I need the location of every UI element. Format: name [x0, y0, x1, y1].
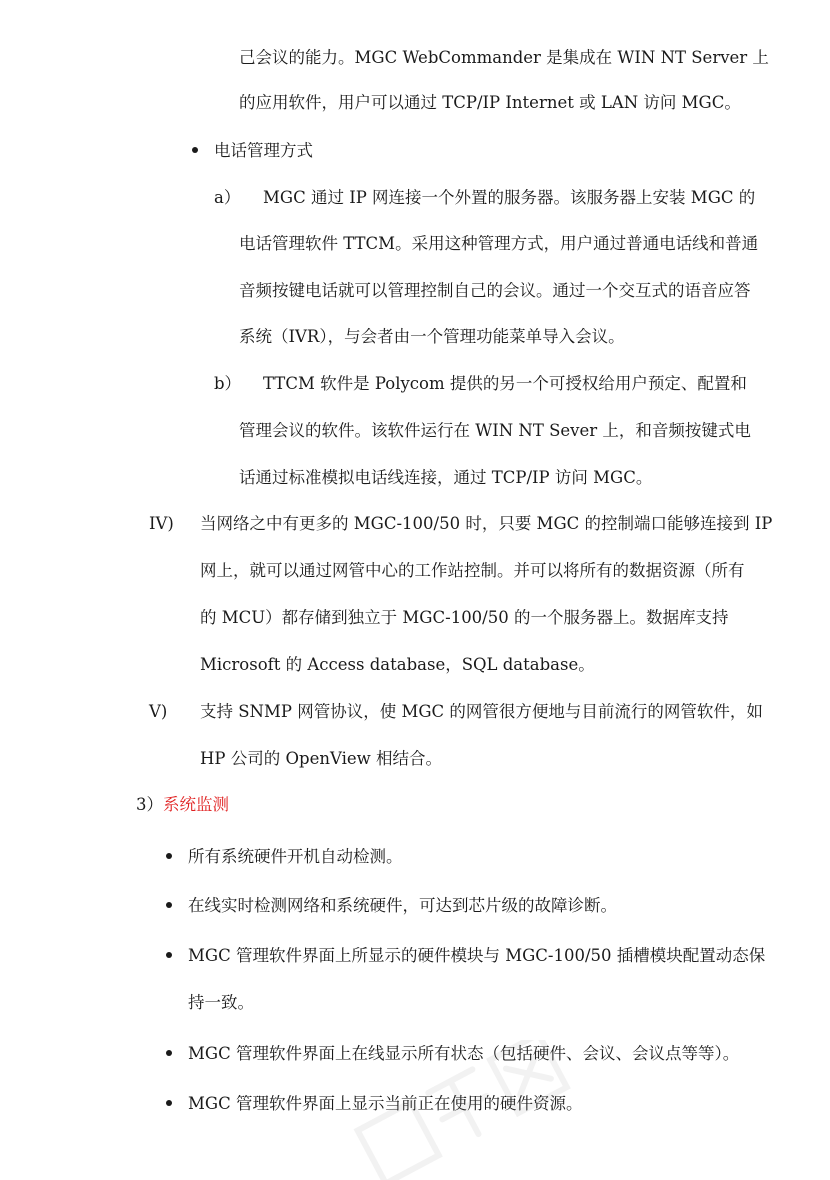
bullet-dot — [166, 902, 172, 908]
bullet-dot — [166, 1100, 172, 1106]
paragraph-line: 的应用软件，用户可以通过 TCP/IP Internet 或 LAN 访问 MGC。 — [239, 93, 741, 112]
list-marker-b: b） — [214, 374, 242, 393]
bullet-item: 所有系统硬件开机自动检测。 — [188, 847, 403, 866]
section-heading — [136, 793, 229, 817]
bullet-item: 在线实时检测网络和系统硬件，可达到芯片级的故障诊断。 — [188, 896, 617, 915]
list-marker-v: V) — [149, 702, 168, 721]
paragraph-line: 的 MCU）都存储到独立于 MGC-100/50 的一个服务器上。数据库支持 — [200, 608, 729, 627]
bullet-item: 电话管理方式 — [214, 141, 313, 160]
paragraph-line: 话通过标准模拟电话线连接，通过 TCP/IP 访问 MGC。 — [239, 468, 653, 487]
list-marker-a: a） — [214, 188, 241, 207]
paragraph-line: 网上，就可以通过网管中心的工作站控制。并可以将所有的数据资源（所有 — [200, 561, 745, 580]
paragraph-line: 音频按键电话就可以管理控制自己的会议。通过一个交互式的语音应答 — [239, 281, 751, 300]
paragraph-line: 电话管理软件 TTCM。采用这种管理方式，用户通过普通电话线和普通 — [239, 234, 759, 253]
paragraph-line: TTCM 软件是 Polycom 提供的另一个可授权给用户预定、配置和 — [263, 374, 747, 393]
bullet-item: MGC 管理软件界面上所显示的硬件模块与 MGC-100/50 插槽模块配置动态保 — [188, 946, 766, 965]
paragraph-line: 己会议的能力。MGC WebCommander 是集成在 WIN NT Server 上 — [239, 48, 769, 67]
bullet-item: MGC 管理软件界面上显示当前正在使用的硬件资源。 — [188, 1094, 583, 1113]
paragraph-line: 当网络之中有更多的 MGC-100/50 时，只要 MGC 的控制端口能够连接到 IP — [200, 514, 773, 533]
watermark-logo — [330, 1040, 590, 1180]
bullet-item-continuation: 持一致。 — [188, 993, 254, 1012]
paragraph-line: MGC 通过 IP 网连接一个外置的服务器。该服务器上安装 MGC 的 — [263, 188, 756, 207]
paragraph-line: HP 公司的 OpenView 相结合。 — [200, 749, 442, 768]
section-title: 系统监测 — [163, 795, 229, 814]
bullet-dot — [166, 853, 172, 859]
bullet-dot — [166, 1050, 172, 1056]
paragraph-line: 管理会议的软件。该软件运行在 WIN NT Sever 上，和音频按键式电 — [239, 421, 751, 440]
paragraph-line: 支持 SNMP 网管协议，使 MGC 的网管很方便地与目前流行的网管软件，如 — [200, 702, 763, 721]
bullet-item: MGC 管理软件界面上在线显示所有状态（包括硬件、会议、会议点等等）。 — [188, 1044, 740, 1063]
bullet-dot — [192, 147, 198, 153]
paragraph-line: 系统（IVR），与会者由一个管理功能菜单导入会议。 — [239, 327, 625, 346]
list-marker-iv: IV) — [149, 514, 174, 533]
paragraph-line: Microsoft 的 Access database，SQL database。 — [200, 655, 595, 674]
section-number: 3） — [136, 795, 163, 814]
bullet-dot — [166, 952, 172, 958]
